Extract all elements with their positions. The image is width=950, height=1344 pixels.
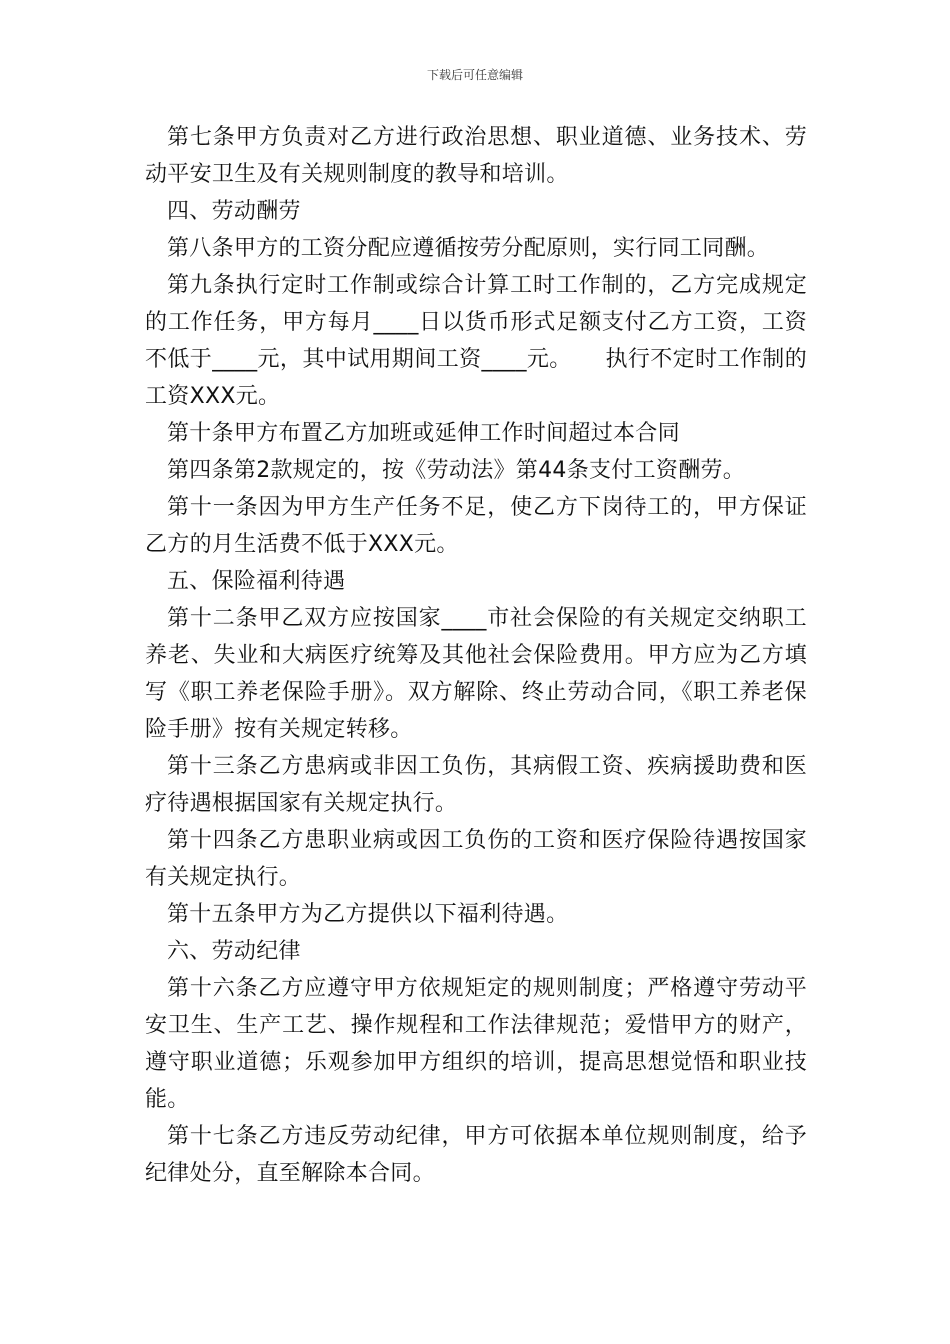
article-11: 第十一条因为甲方生产任务不足，使乙方下岗待工的，甲方保证乙方的月生活费不低于XXX元。 (145, 495, 807, 557)
page-header: 下载后可任意编辑 (426, 68, 523, 82)
article-10-part2: 第四条第2款规定的，按《劳动法》第44条支付工资酬劳。 (167, 458, 746, 483)
document-body (145, 119, 807, 1192)
article-17: 第十七条乙方违反劳动纪律，甲方可依据本单位规则制度，给予纪律处分，直至解除本合同。 (145, 1124, 807, 1186)
article-8: 第八条甲方的工资分配应遵循按劳分配原则，实行同工同酬。 (167, 236, 770, 261)
section-heading-labor-pay: 四、劳动酬劳 (167, 199, 301, 224)
section-heading-discipline: 六、劳动纪律 (167, 939, 301, 964)
article-9: 第九条执行定时工作制或综合计算工时工作制的，乙方完成规定的工作任务，甲方每月____日以货币形式足额支付乙方工资，工资不低于____元，其中试用期间工资____元。 执行不定时工作制的工资XXX元。 (145, 273, 807, 409)
article-14: 第十四条乙方患职业病或因工负伤的工资和医疗保险待遇按国家有关规定执行。 (145, 828, 807, 890)
article-10-part1: 第十条甲方布置乙方加班或延伸工作时间超过本合同 (167, 421, 680, 446)
article-7: 第七条甲方负责对乙方进行政治思想、职业道德、业务技术、劳动平安卫生及有关规则制度的教导和培训。 (145, 125, 807, 187)
article-12: 第十二条甲乙双方应按国家____市社会保险的有关规定交纳职工养老、失业和大病医疗统筹及其他社会保险费用。甲方应为乙方填写《职工养老保险手册》。双方解除、终止劳动合同，《职工养老保险手册》按有关规定转移。 (145, 606, 807, 742)
article-13: 第十三条乙方患病或非因工负伤，其病假工资、疾病援助费和医疗待遇根据国家有关规定执行。 (145, 754, 807, 816)
article-16: 第十六条乙方应遵守甲方依规矩定的规则制度；严格遵守劳动平安卫生、生产工艺、操作规程和工作法律规范；爱惜甲方的财产，遵守职业道德；乐观参加甲方组织的培训，提高思想觉悟和职业技能。 (145, 976, 807, 1112)
article-15: 第十五条甲方为乙方提供以下福利待遇。 (167, 902, 569, 927)
section-heading-insurance: 五、保险福利待遇 (167, 569, 346, 594)
